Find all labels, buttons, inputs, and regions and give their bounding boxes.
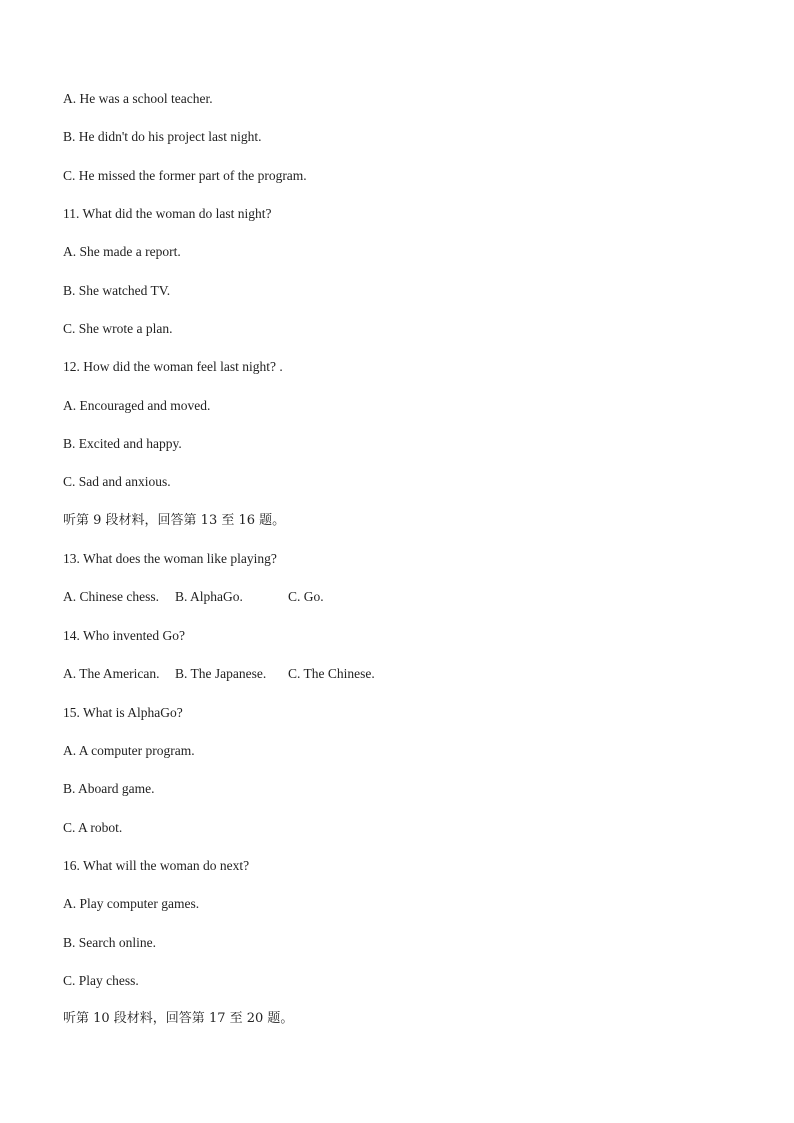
q16-option-b: B. Search online. [63,934,156,950]
q11-option-b: B. She watched TV. [63,282,171,298]
q15-question: 15. What is AlphaGo? [63,704,183,720]
q15-option-a: A. A computer program. [63,742,195,758]
q14-options-row [63,664,763,702]
q16-option-c: C. Play chess. [63,972,139,988]
q13-question: 13. What does the woman like playing? [63,551,277,567]
q12-question: 12. How did the woman feel last night? . [63,359,283,375]
q13-option-c: C. Go. [288,589,324,605]
q14-option-b: B. The Japanese. [175,666,267,682]
q14-option-a: A. The American. [63,666,160,682]
q14-option-c: C. The Chinese. [288,666,375,682]
q16-option-a: A. Play computer games. [63,896,200,912]
q13-option-a: A. Chinese chess. [63,589,159,605]
q13-option-b: B. AlphaGo. [175,589,243,605]
section-10-heading: 听第 10 段材料，回答第 17 至 20 题。 [63,1011,294,1027]
q12-option-c: C. Sad and anxious. [63,474,171,490]
q10-option-a: A. He was a school teacher. [63,91,213,106]
q11-question: 11. What did the woman do last night? [63,206,272,222]
q12-option-b: B. Excited and happy. [63,436,182,452]
q11-option-a: A. She made a report. [63,244,181,260]
q11-option-c: C. She wrote a plan. [63,321,173,337]
q16-question: 16. What will the woman do next? [63,857,250,873]
q13-options-row [63,587,763,625]
q12-option-a: A. Encouraged and moved. [63,397,211,413]
q10-option-b: B. He didn't do his project last night. [63,129,262,145]
section-9-heading: 听第 9 段材料，回答第 13 至 16 题。 [63,512,286,528]
q14-question: 14. Who invented Go? [63,627,185,643]
question-list [63,89,763,1048]
q10-option-c: C. He missed the former part of the program. [63,167,307,183]
q15-option-b: B. Aboard game. [63,781,155,797]
q15-option-c: C. A robot. [63,819,123,835]
